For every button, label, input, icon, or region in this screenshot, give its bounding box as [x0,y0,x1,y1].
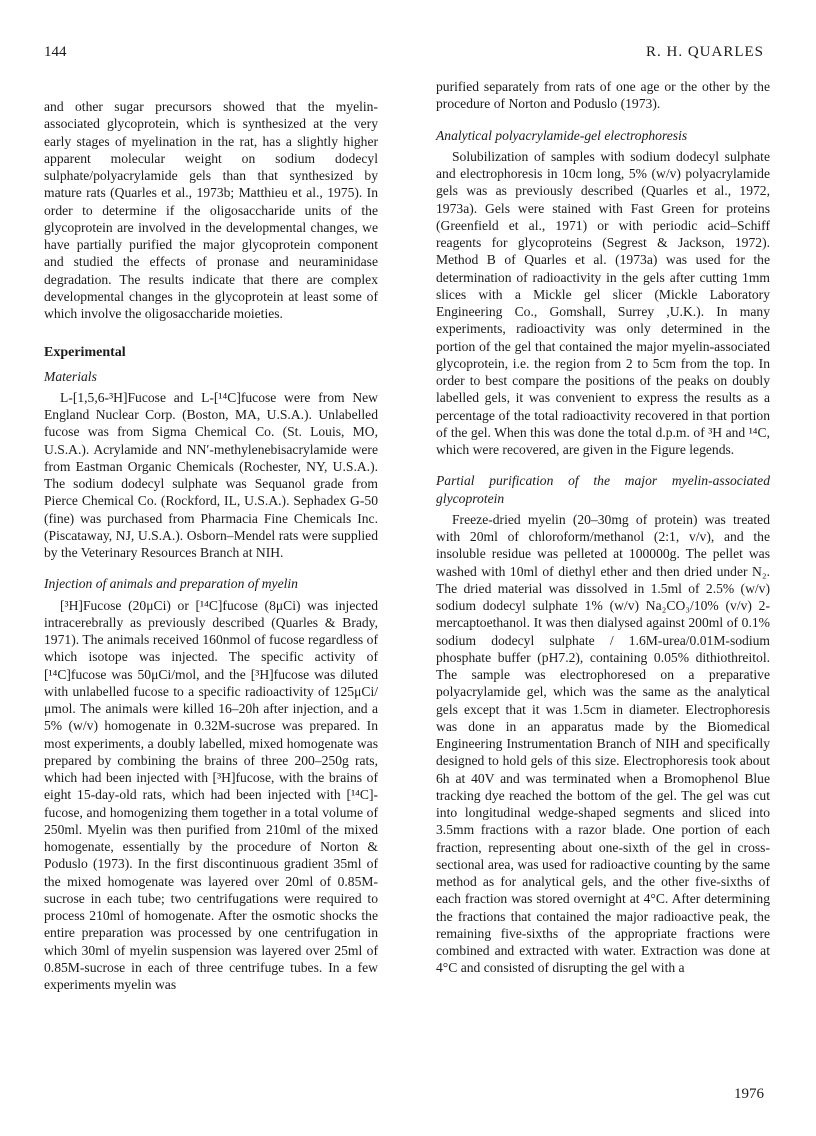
intro-paragraph: and other sugar precursors showed that the myelin-associated glycoprotein, which is synthesized at the very early stages of myelination in the rat, has a slightly higher apparent molecular weight on sodium dodecyl sulphate/polyacrylamide gels than that synthesized by mature rats (Quarles et al., 1973b; Matthieu et al., 1975). In order to determine if the oligosaccharide units of the glycoprotein are involved in the developmental changes, we have partially purified the major glycoprotein component and studied the effects of pronase and neuraminidase degradation. The results indicate that there are complex developmental changes in the glycoprotein at least some of which involve the oligosaccharide moieties. [44,99,378,321]
continuation-paragraph: purified separately from rats of one age or the other by the procedure of Norton and Poduslo (1973). [436,79,770,112]
publication-year: 1976 [734,1086,764,1102]
electrophoresis-paragraph: Solubilization of samples with sodium dodecyl sulphate and electrophoresis in 10cm long, 5% (w/v) polyacrylamide gels was as previously described (Quarles et al., 1972, 1973a). Gels were stained with Fast Green for proteins (Greenfield et al., 1971) or with periodic acid–Schiff reagents for glycoproteins (Segrest & Jackson, 1972). Method B of Quarles et al. (1973a) was used for the determination of radioactivity in the gels after cutting 1mm slices with a Mickle gel slicer (Mickle Laboratory Engineering Co., Gomshall, Surrey ,U.K.). In many experiments, radioactivity was only determined in the portion of the gel that contained the major myelin-associated glycoprotein, i.e. the region from 2 to 5cm from the top. In order to best compare the positions of the peaks on doubly labelled gels, it was convenient to express the results as a percentage of the total radioactivity recovered in that portion of the gel. When this was done the total d.p.m. of ³H and ¹⁴C, which were recovered, are given in the Figure legends. [436,148,770,457]
experimental-heading: Experimental [44,345,126,361]
materials-heading: Materials [44,368,97,384]
running-head: R. H. QUARLES [645,44,764,60]
page-number: 144 [44,44,67,60]
page-header [44,44,764,68]
electrophoresis-heading: Analytical polyacrylamide-gel electrophoresis [436,127,688,143]
materials-paragraph: L-[1,5,6-³H]Fucose and L-[¹⁴C]fucose were from New England Nuclear Corp. (Boston, MA, U.S.A.). Unlabelled fucose was from Sigma Chemical Co. (St. Louis, MO, U.S.A.). Acrylamide and NN′-methylenebisacrylamide were from Eastman Organic Chemicals (Rochester, NY, U.S.A.). The sodium dodecyl sulphate was Sequanol grade from Pierce Chemical Co. (Rockford, IL, U.S.A.). Sephadex G-50 (fine) was purchased from Pharmacia Fine Chemicals Inc. (Piscataway, NJ, U.S.A.). Osborn–Mendel rats were supplied by the Veterinary Resources Branch at NIH. [44,389,378,560]
left-column [44,98,378,993]
right-column [436,78,770,977]
purification-paragraph: Freeze-dried myelin (20–30mg of protein) was treated with 20ml of chloroform/methanol (2:1, v/v), and the insoluble residue was pelleted at 100000g. The pellet was washed with 10ml of diethyl ether and then dried under N₂. The dried material was dissolved in 1.5ml of 2.5% (w/v) sodium dodecyl sulphate 1% (w/v) Na₂CO₃/10% (v/v) 2-mercaptoethanol. It was then dialysed against 200ml of 0.1% sodium dodecyl sulphate / 1.6M-urea/0.01M-sodium phosphate buffer (pH7.2), containing 0.05% dithiothreitol. The sample was electrophoresed on a preparative polyacrylamide gel, which was the same as the analytical gels except that it was 1.5cm in diameter. Electrophoresis was done in an apparatus made by the Biomedical Engineering Instrumentation Branch of NIH and specifically designed to hold gels of this size. Electrophoresis took about 6h at 40V and was terminated when a Bromophenol Blue tracking dye reached the bottom of the gel. The gel was cut into longitudinal wedge-shaped segments and sliced into 3.5mm fractions with a razor blade. One portion of each fraction, representing about one-sixth of the gel in cross-sectional area, was used for radioactive counting by the same method as for analytical gels, and the other five-sixths of each fraction was stored overnight at 4°C. After determining the fractions that contained the major radioactive peak, the remaining five-sixths of the appropriate fractions were combined and extracted with water. Extraction was done at 4°C and consisted of disrupting the gel with a [436,511,770,976]
injection-paragraph: [³H]Fucose (20μCi) or [¹⁴C]fucose (8μCi) was injected intracerebrally as previously described (Quarles & Brady, 1971). The animals received 160nmol of fucose regardless of which isotope was injected. The specific activity of [¹⁴C]fucose was 50μCi/mol, and the [³H]fucose was diluted with unlabelled fucose to a specific radioactivity of 125μCi/μmol. The animals were killed 16–20h after injection, and a 5% (w/v) homogenate in 0.32M-sucrose was prepared. In most experiments, a doubly labelled, mixed homogenate was prepared by combining the brains of three 200–250g rats, which had been injected with [³H]fucose, with the brains of eight 15-day-old rats, which had been injected with [¹⁴C]-fucose, and homogenizing them together in a total volume of 250ml. Myelin was then purified from 210ml of the mixed homogenate, essentially by the procedure of Norton & Poduslo (1973). In the first discontinuous gradient 35ml of the mixed homogenate was layered over 20ml of 0.85M-sucrose in each tube; two centrifugations were required to process 210ml of homogenate. After the osmotic shocks the entire preparation was processed by one centrifugation in which 30ml of myelin suspension was layered over 25ml of 0.85M-sucrose in each of three centrifuge tubes. In a few experiments myelin was [44,597,378,992]
injection-heading: Injection of animals and preparation of myelin [44,576,298,592]
purification-heading: Partial purification of the major myelin-associated glycoprotein [436,473,770,506]
